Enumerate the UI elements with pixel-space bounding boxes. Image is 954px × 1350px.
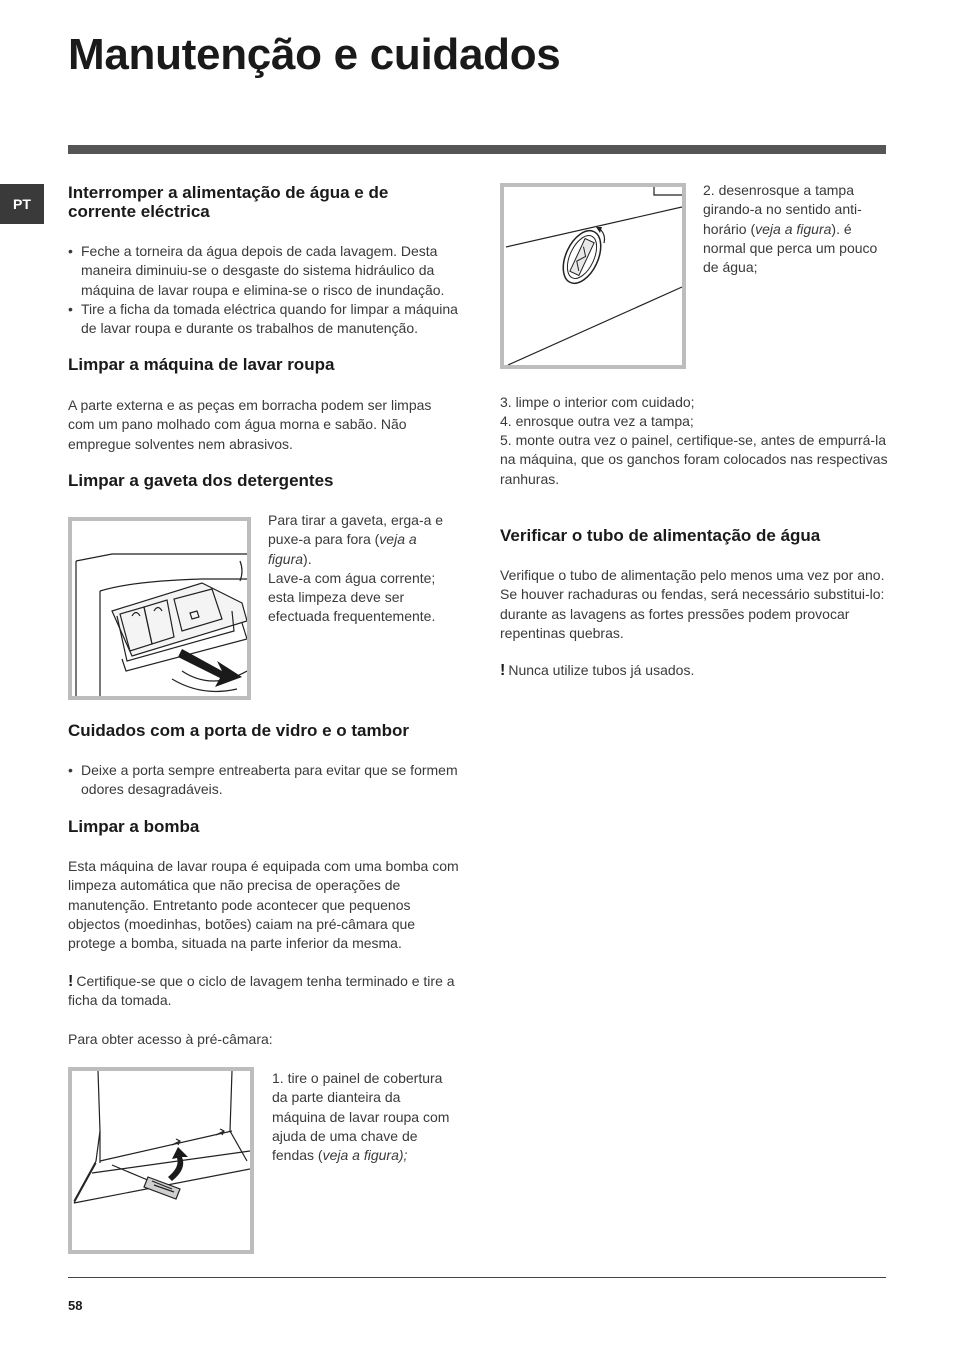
text-clean-machine: A parte externa e as peças em borracha podem ser limpas com um pano molhado com água morna e sabão. Não empregue solventes nem abrasivos.: [68, 397, 432, 452]
drawer-figure: [68, 517, 251, 700]
heading-pump: Limpar a bomba: [68, 817, 200, 836]
page-number: 58: [68, 1298, 83, 1313]
step-3: 3. limpe o interior com cuidado;: [500, 394, 695, 410]
panel-removal-figure: [68, 1067, 254, 1254]
footer-rule: [68, 1277, 886, 1278]
drawer-illustration: [72, 521, 247, 696]
heading-clean-machine: Limpar a máquina de lavar roupa: [68, 355, 335, 374]
step-2: 2. desenrosque a tampa girando-a no sentido anti-horário (veja a figura). é normal que perca um pouco de água;: [703, 182, 878, 276]
bullet-tap: • Feche a torneira da água depois de cada lavagem. Desta maneira diminuiu-se o desgaste do sistema hidráulico da máquina de lavar roupa e elimina-se o risco de inundação.: [68, 242, 466, 300]
pump-warning: ! Certifique-se que o ciclo de lavagem tenha terminado e tire a ficha da tomada.: [68, 973, 455, 1009]
step-4: 4. enrosque outra vez a tampa;: [500, 413, 694, 429]
bullet-plug: • Tire a ficha da tomada eléctrica quando for limpar a máquina de lavar roupa e durante os trabalhos de manutenção.: [68, 300, 466, 339]
text-access: Para obter acesso à pré-câmara:: [68, 1031, 273, 1047]
hose-warning: ! Nunca utilize tubos já usados.: [500, 662, 695, 679]
header-rule: [68, 145, 886, 154]
bullet-door: • Deixe a porta sempre entreaberta para evitar que se formem odores desagradáveis.: [68, 761, 461, 800]
page-title: Manutenção e cuidados: [68, 30, 561, 79]
pump-cover-illustration: [504, 187, 682, 365]
pump-cover-figure: [500, 183, 686, 369]
heading-water-power: Interromper a alimentação de água e de corrente eléctrica: [68, 183, 389, 221]
text-drawer-instructions: Para tirar a gaveta, erga-a e puxe-a para fora (veja a figura). Lave-a com água corrente; esta limpeza deve ser efectuada frequentemente.: [268, 512, 444, 625]
text-pump: Esta máquina de lavar roupa é equipada com uma bomba com limpeza automática que não precisa de operações de manutenção. Entretanto pode acontecer que pequenos objectos (moedinhas, botões) caiam na pré-câmara que protege a bomba, situada na parte inferior da mesma.: [68, 858, 459, 952]
screwdriver-illustration: [72, 1071, 250, 1250]
warning-mark: !: [68, 973, 74, 990]
heading-door-drum: Cuidados com a porta de vidro e o tambor: [68, 721, 409, 740]
heading-detergent-drawer: Limpar a gaveta dos detergentes: [68, 471, 334, 490]
text-inlet-hose: Verifique o tubo de alimentação pelo menos uma vez por ano. Se houver rachaduras ou fendas, será necessário substitui-lo: durante as lavagens as fortes pressões podem provocar repentinas quebras.: [500, 567, 885, 641]
step-1: 1. tire o painel de cobertura da parte dianteira da máquina de lavar roupa com ajuda de uma chave de fendas (veja a figura);: [272, 1070, 450, 1164]
heading-inlet-hose: Verificar o tubo de alimentação de água: [500, 526, 821, 545]
step-5: 5. monte outra vez o painel, certifique-se, antes de empurrá-la na máquina, que os ganchos foram colocados nas respectivas ranhuras.: [500, 432, 888, 487]
warning-mark: !: [500, 662, 506, 679]
language-tab: PT: [0, 184, 44, 224]
